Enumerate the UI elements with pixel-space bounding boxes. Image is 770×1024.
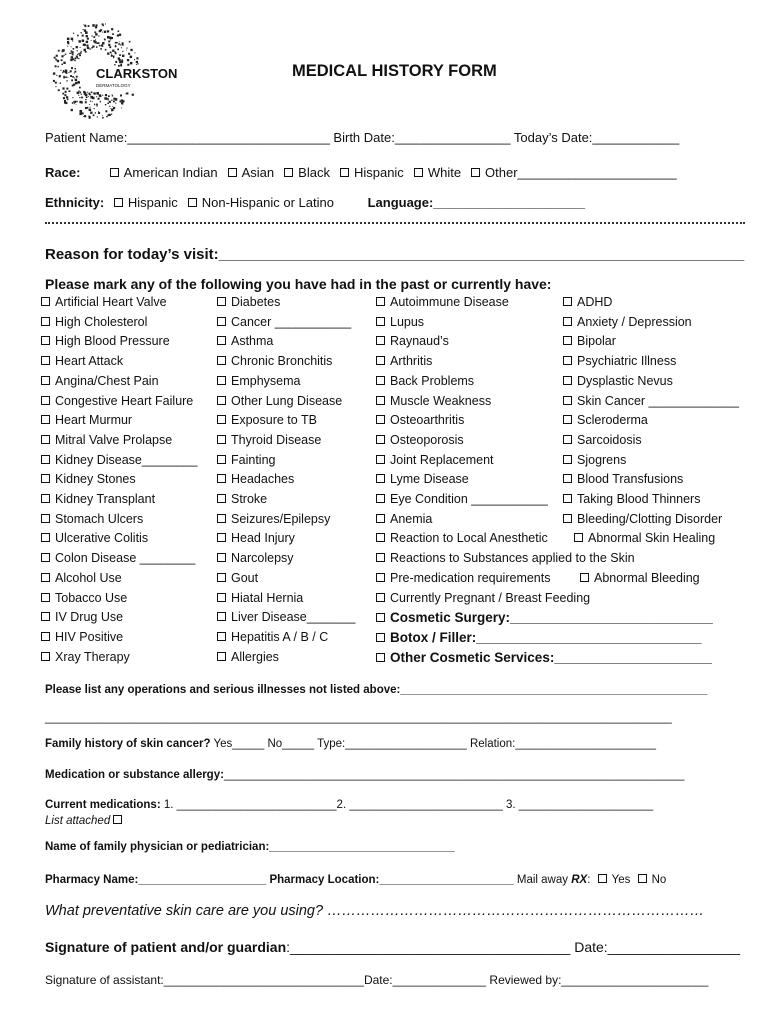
- condition-item[interactable]: [41, 531, 148, 545]
- condition-label: Lupus: [390, 314, 425, 329]
- condition-label: Liver Disease_______: [231, 610, 356, 625]
- condition-item[interactable]: [376, 610, 713, 625]
- condition-label: High Cholesterol: [55, 314, 148, 329]
- checkbox[interactable]: [217, 652, 226, 661]
- ethnicity-option[interactable]: [188, 195, 334, 210]
- condition-label: Muscle Weakness: [390, 393, 492, 408]
- condition-label: Heart Murmur: [55, 413, 133, 428]
- checkbox[interactable]: [217, 494, 226, 503]
- list-attached-row[interactable]: [45, 815, 127, 827]
- condition-item[interactable]: [217, 492, 267, 506]
- condition-item[interactable]: [376, 433, 464, 447]
- clarkston-logo: [50, 20, 190, 120]
- medications-label: Current medications:: [45, 799, 161, 811]
- checkbox[interactable]: [217, 336, 226, 345]
- condition-item[interactable]: [41, 295, 167, 309]
- ethnicity-row: [45, 195, 585, 210]
- checkbox[interactable]: [41, 533, 50, 542]
- condition-item[interactable]: [580, 571, 700, 585]
- checkbox[interactable]: [41, 553, 50, 562]
- condition-label: Gout: [231, 570, 259, 585]
- operations-line[interactable]: __________________________________________________________________________________________________: [45, 712, 672, 724]
- checkbox[interactable]: [228, 168, 237, 177]
- condition-label: Diabetes: [231, 295, 281, 309]
- ethnicity-label: Ethnicity:: [45, 195, 105, 210]
- condition-label: Colon Disease ________: [55, 551, 196, 566]
- ethnicity-option-label: Hispanic: [127, 195, 178, 210]
- checkbox[interactable]: [217, 533, 226, 542]
- condition-label: Abnormal Skin Healing: [588, 531, 716, 546]
- checkbox[interactable]: [41, 494, 50, 503]
- rx-colon: :: [587, 874, 591, 886]
- assistant-signature-row[interactable]: Signature of assistant:______________________________Date:______________ Reviewed by:______________________: [45, 973, 709, 987]
- condition-item[interactable]: [217, 413, 317, 427]
- condition-item[interactable]: [563, 453, 626, 467]
- condition-item[interactable]: [217, 551, 294, 565]
- condition-label: Fainting: [231, 452, 276, 467]
- condition-label: Eye Condition ___________: [390, 492, 548, 506]
- logo-name: CLARKSTON: [96, 66, 178, 81]
- race-option-label: American Indian: [123, 165, 218, 180]
- checkbox[interactable]: [217, 474, 226, 483]
- checkbox[interactable]: [217, 415, 226, 424]
- checkbox[interactable]: [217, 376, 226, 385]
- condition-item[interactable]: [563, 295, 612, 309]
- checkbox[interactable]: [376, 613, 385, 622]
- checkbox[interactable]: [563, 435, 572, 444]
- checkbox[interactable]: [563, 494, 572, 503]
- checkbox[interactable]: [376, 593, 385, 602]
- condition-item[interactable]: [376, 492, 548, 506]
- pharmacy-name-field[interactable]: Pharmacy Name:____________________: [45, 874, 267, 886]
- checkbox[interactable]: [563, 514, 572, 523]
- checkbox[interactable]: [376, 356, 385, 365]
- physician-field[interactable]: Name of family physician or pediatrician:_____________________________: [45, 841, 455, 853]
- race-option-label: Hispanic: [353, 165, 404, 180]
- checkbox[interactable]: [110, 168, 119, 177]
- condition-item[interactable]: [41, 551, 195, 565]
- checkbox[interactable]: [41, 415, 50, 424]
- condition-item[interactable]: [217, 354, 332, 368]
- race-option[interactable]: [414, 165, 461, 180]
- condition-item[interactable]: [217, 571, 258, 585]
- checkbox[interactable]: [376, 514, 385, 523]
- mail-yes-label: Yes: [611, 874, 631, 886]
- checkbox[interactable]: [376, 533, 385, 542]
- checkbox[interactable]: [563, 336, 572, 345]
- condition-item[interactable]: [41, 571, 122, 585]
- condition-item[interactable]: [217, 295, 280, 309]
- mail-yes-checkbox[interactable]: [598, 874, 607, 883]
- race-option[interactable]: [284, 165, 330, 180]
- checkbox[interactable]: [217, 612, 226, 621]
- family-history-label: Family history of skin cancer?: [45, 738, 211, 750]
- condition-item[interactable]: [563, 492, 700, 506]
- preventative-care-field[interactable]: What preventative skin care are you using? ……………………………………………………………………: [45, 903, 705, 919]
- list-attached-label: List attached: [45, 815, 111, 827]
- condition-label: Xray Therapy: [55, 649, 130, 664]
- checkbox[interactable]: [376, 396, 385, 405]
- condition-label: Joint Replacement: [390, 452, 494, 467]
- race-option-label: Asian: [241, 165, 275, 180]
- condition-label: Autoimmune Disease: [390, 295, 509, 309]
- race-option-label: Black: [298, 165, 330, 180]
- condition-item[interactable]: [217, 591, 303, 605]
- condition-label: HIV Positive: [55, 629, 124, 644]
- condition-item[interactable]: [41, 630, 123, 644]
- patient-info-row[interactable]: Patient Name:____________________________ Birth Date:________________ Today’s Date:____________: [45, 130, 680, 145]
- checkbox[interactable]: [217, 553, 226, 562]
- condition-label: Thyroid Disease: [231, 432, 322, 447]
- ethnicity-option-label: Non-Hispanic or Latino: [201, 195, 334, 210]
- condition-label: Botox / Filler:______________________________: [390, 629, 702, 645]
- condition-item[interactable]: [41, 394, 193, 408]
- checkbox[interactable]: [217, 632, 226, 641]
- condition-label: Raynaud’s: [390, 334, 449, 349]
- condition-label: Anxiety / Depression: [577, 314, 692, 329]
- checkbox[interactable]: [41, 612, 50, 621]
- condition-label: Abnormal Bleeding: [594, 570, 700, 585]
- condition-item[interactable]: [41, 610, 123, 624]
- condition-item[interactable]: [41, 453, 197, 467]
- condition-item[interactable]: [376, 551, 635, 565]
- condition-label: Cosmetic Surgery:___________________________: [390, 610, 713, 626]
- condition-label: Narcolepsy: [231, 551, 294, 566]
- checkbox[interactable]: [376, 415, 385, 424]
- checkbox[interactable]: [217, 396, 226, 405]
- race-label: Race:: [45, 165, 81, 180]
- conditions-heading: Please mark any of the following you have had in the past or currently have:: [45, 276, 552, 292]
- condition-item[interactable]: [217, 531, 295, 545]
- checkbox[interactable]: [340, 168, 349, 177]
- condition-label: Kidney Disease________: [55, 452, 198, 467]
- checkbox[interactable]: [41, 593, 50, 602]
- condition-label: Bipolar: [577, 334, 616, 349]
- condition-item[interactable]: [41, 591, 127, 605]
- condition-label: Psychiatric Illness: [577, 354, 677, 369]
- condition-label: Reactions to Substances applied to the Skin: [390, 551, 635, 566]
- condition-item[interactable]: [41, 512, 143, 526]
- condition-label: Hiatal Hernia: [231, 590, 304, 605]
- condition-item[interactable]: [376, 650, 712, 665]
- condition-label: Osteoporosis: [390, 432, 464, 447]
- condition-item[interactable]: [376, 453, 494, 467]
- ethnicity-option[interactable]: [114, 195, 178, 210]
- checkbox[interactable]: [563, 376, 572, 385]
- condition-label: Blood Transfusions: [577, 472, 684, 487]
- condition-label: Artificial Heart Valve: [55, 295, 167, 309]
- condition-label: Congestive Heart Failure: [55, 393, 194, 408]
- condition-label: Arthritis: [390, 354, 433, 369]
- checkbox[interactable]: [41, 396, 50, 405]
- condition-item[interactable]: [563, 374, 673, 388]
- condition-label: Sjogrens: [577, 452, 627, 467]
- condition-item[interactable]: [574, 531, 715, 545]
- checkbox[interactable]: [376, 494, 385, 503]
- checkbox[interactable]: [376, 653, 385, 662]
- condition-label: IV Drug Use: [55, 610, 124, 625]
- condition-item[interactable]: [376, 472, 469, 486]
- condition-label: Asthma: [231, 334, 274, 349]
- checkbox[interactable]: [563, 455, 572, 464]
- checkbox[interactable]: [41, 317, 50, 326]
- checkbox[interactable]: [217, 455, 226, 464]
- condition-label: ADHD: [577, 295, 613, 309]
- condition-item[interactable]: [563, 433, 642, 447]
- condition-item[interactable]: [217, 394, 342, 408]
- condition-item[interactable]: [376, 334, 449, 348]
- condition-label: Osteoarthritis: [390, 413, 465, 428]
- mail-no-checkbox[interactable]: [638, 874, 647, 883]
- race-option[interactable]: [110, 165, 218, 180]
- checkbox[interactable]: [376, 336, 385, 345]
- condition-label: Sarcoidosis: [577, 432, 642, 447]
- race-row: [45, 165, 687, 180]
- checkbox[interactable]: [376, 553, 385, 562]
- condition-item[interactable]: [41, 374, 159, 388]
- reason-for-visit[interactable]: Reason for today’s visit:_______________________________________________________________: [45, 246, 745, 263]
- race-option[interactable]: [340, 165, 404, 180]
- checkbox[interactable]: [41, 474, 50, 483]
- condition-label: Skin Cancer _____________: [577, 393, 739, 408]
- condition-item[interactable]: [563, 512, 722, 526]
- checkbox[interactable]: [471, 168, 480, 177]
- condition-item[interactable]: [376, 315, 424, 329]
- condition-label: Scleroderma: [577, 413, 648, 428]
- checkbox[interactable]: [41, 514, 50, 523]
- signature-fields[interactable]: :____________________________________ Date:_________________: [286, 939, 741, 955]
- condition-label: Anemia: [390, 511, 433, 526]
- condition-label: Exposure to TB: [231, 413, 317, 428]
- checkbox[interactable]: [217, 356, 226, 365]
- divider: [45, 222, 745, 224]
- condition-label: Pre-medication requirements: [390, 570, 551, 585]
- condition-item[interactable]: [563, 315, 692, 329]
- condition-label: Alcohol Use: [55, 570, 122, 585]
- checkbox[interactable]: [41, 356, 50, 365]
- checkbox[interactable]: [217, 297, 226, 306]
- condition-label: Ulcerative Colitis: [55, 531, 149, 546]
- condition-label: Back Problems: [390, 373, 475, 388]
- signature-label: Signature of patient and/or guardian: [45, 939, 287, 955]
- condition-label: Heart Attack: [55, 354, 124, 369]
- checkbox[interactable]: [563, 396, 572, 405]
- race-option-label: White: [427, 165, 462, 180]
- condition-item[interactable]: [376, 591, 590, 605]
- condition-item[interactable]: [217, 472, 294, 486]
- checkbox[interactable]: [284, 168, 293, 177]
- checkbox[interactable]: [41, 336, 50, 345]
- condition-label: Bleeding/Clotting Disorder: [577, 511, 723, 526]
- condition-item[interactable]: [217, 650, 279, 664]
- condition-label: Currently Pregnant / Breast Feeding: [390, 590, 591, 605]
- condition-item[interactable]: [376, 374, 474, 388]
- condition-label: Seizures/Epilepsy: [231, 511, 331, 526]
- checkbox[interactable]: [563, 356, 572, 365]
- condition-item[interactable]: [217, 433, 321, 447]
- condition-item[interactable]: [376, 630, 702, 645]
- condition-label: Kidney Stones: [55, 472, 136, 487]
- condition-item[interactable]: [376, 295, 509, 309]
- condition-label: Taking Blood Thinners: [577, 492, 701, 506]
- checkbox[interactable]: [376, 474, 385, 483]
- race-option-label: Other______________________: [485, 165, 677, 180]
- condition-item[interactable]: [217, 374, 300, 388]
- condition-item[interactable]: [217, 630, 328, 644]
- condition-label: Mitral Valve Prolapse: [55, 432, 173, 447]
- allergy-field[interactable]: ________________________________________________________________________: [223, 769, 685, 781]
- checkbox[interactable]: [376, 573, 385, 582]
- condition-label: Chronic Bronchitis: [231, 354, 333, 369]
- rx-label: RX: [571, 874, 588, 886]
- checkbox[interactable]: [376, 317, 385, 326]
- checkbox[interactable]: [376, 297, 385, 306]
- allergy-row[interactable]: [45, 769, 684, 781]
- condition-label: Reaction to Local Anesthetic: [390, 531, 548, 546]
- condition-label: Stroke: [231, 492, 268, 506]
- condition-item[interactable]: [41, 334, 170, 348]
- condition-item[interactable]: [41, 315, 147, 329]
- pharmacy-location-field[interactable]: Pharmacy Location:_____________________: [266, 874, 514, 886]
- condition-item[interactable]: [41, 354, 123, 368]
- family-history-row[interactable]: [45, 738, 656, 750]
- condition-item[interactable]: [563, 354, 676, 368]
- checkbox[interactable]: [41, 632, 50, 641]
- checkbox[interactable]: [188, 198, 197, 207]
- checkbox[interactable]: [41, 652, 50, 661]
- checkbox[interactable]: [41, 455, 50, 464]
- checkbox[interactable]: [574, 533, 583, 542]
- condition-item[interactable]: [217, 315, 351, 329]
- checkbox[interactable]: [217, 514, 226, 523]
- checkbox[interactable]: [217, 435, 226, 444]
- condition-label: Allergies: [231, 649, 279, 664]
- checkbox[interactable]: [580, 573, 589, 582]
- medications-fields[interactable]: 1. _________________________2. ________________________ 3. _____________________: [160, 799, 654, 811]
- list-attached-checkbox[interactable]: [113, 815, 122, 824]
- condition-item[interactable]: [376, 354, 432, 368]
- condition-item[interactable]: [41, 413, 132, 427]
- condition-label: Lyme Disease: [390, 472, 469, 487]
- condition-item[interactable]: [376, 413, 464, 427]
- checkbox[interactable]: [41, 573, 50, 582]
- mail-away-label: Mail away: [513, 874, 572, 886]
- checkbox[interactable]: [41, 376, 50, 385]
- condition-label: Other Cosmetic Services:_____________________: [390, 649, 712, 665]
- checkbox[interactable]: [41, 297, 50, 306]
- logo-tagline: DERMATOLOGY: [96, 83, 131, 88]
- checkbox[interactable]: [563, 297, 572, 306]
- condition-label: Stomach Ulcers: [55, 511, 144, 526]
- condition-item[interactable]: [217, 453, 275, 467]
- condition-item[interactable]: [563, 394, 739, 408]
- pharmacy-row: [45, 874, 666, 886]
- checkbox[interactable]: [376, 633, 385, 642]
- checkbox[interactable]: [563, 415, 572, 424]
- allergy-label: Medication or substance allergy:: [45, 769, 224, 781]
- checkbox[interactable]: [376, 376, 385, 385]
- condition-item[interactable]: [41, 433, 172, 447]
- language-field[interactable]: Language:_____________________: [367, 195, 586, 210]
- mail-no-label: No: [651, 874, 667, 886]
- race-option[interactable]: [471, 165, 677, 180]
- condition-label: Head Injury: [231, 531, 295, 546]
- condition-item[interactable]: [376, 531, 548, 545]
- form-title: MEDICAL HISTORY FORM: [292, 62, 497, 80]
- condition-item[interactable]: [563, 413, 648, 427]
- checkbox[interactable]: [376, 455, 385, 464]
- condition-item[interactable]: [376, 512, 432, 526]
- checkbox[interactable]: [376, 435, 385, 444]
- condition-label: Angina/Chest Pain: [55, 373, 159, 388]
- condition-label: Other Lung Disease: [231, 393, 343, 408]
- condition-item[interactable]: [217, 334, 273, 348]
- medications-row[interactable]: [45, 799, 653, 811]
- condition-label: Headaches: [231, 472, 295, 487]
- checkbox[interactable]: [217, 573, 226, 582]
- condition-item[interactable]: [563, 472, 683, 486]
- condition-item[interactable]: [563, 334, 616, 348]
- checkbox[interactable]: [563, 474, 572, 483]
- condition-item[interactable]: [217, 610, 355, 624]
- condition-item[interactable]: [376, 571, 551, 585]
- family-history-fields[interactable]: Yes_____ No_____ Type:___________________ Relation:______________________: [210, 738, 657, 750]
- condition-item[interactable]: [41, 472, 136, 486]
- checkbox[interactable]: [563, 317, 572, 326]
- condition-label: High Blood Pressure: [55, 334, 170, 349]
- race-option[interactable]: [228, 165, 275, 180]
- checkbox[interactable]: [217, 593, 226, 602]
- condition-item[interactable]: [41, 492, 155, 506]
- checkbox[interactable]: [41, 435, 50, 444]
- condition-label: Emphysema: [231, 373, 301, 388]
- condition-item[interactable]: [217, 512, 330, 526]
- condition-item[interactable]: [376, 394, 491, 408]
- checkbox[interactable]: [114, 198, 123, 207]
- operations-field[interactable]: Please list any operations and serious illnesses not listed above:________________________________________________: [45, 684, 708, 696]
- checkbox[interactable]: [217, 317, 226, 326]
- signature-row[interactable]: [45, 939, 740, 955]
- condition-label: Cancer ___________: [231, 314, 352, 329]
- condition-label: Hepatitis A / B / C: [231, 629, 329, 644]
- checkbox[interactable]: [414, 168, 423, 177]
- condition-label: Kidney Transplant: [55, 492, 156, 506]
- condition-label: Dysplastic Nevus: [577, 373, 673, 388]
- condition-item[interactable]: [41, 650, 130, 664]
- condition-label: Tobacco Use: [55, 590, 128, 605]
